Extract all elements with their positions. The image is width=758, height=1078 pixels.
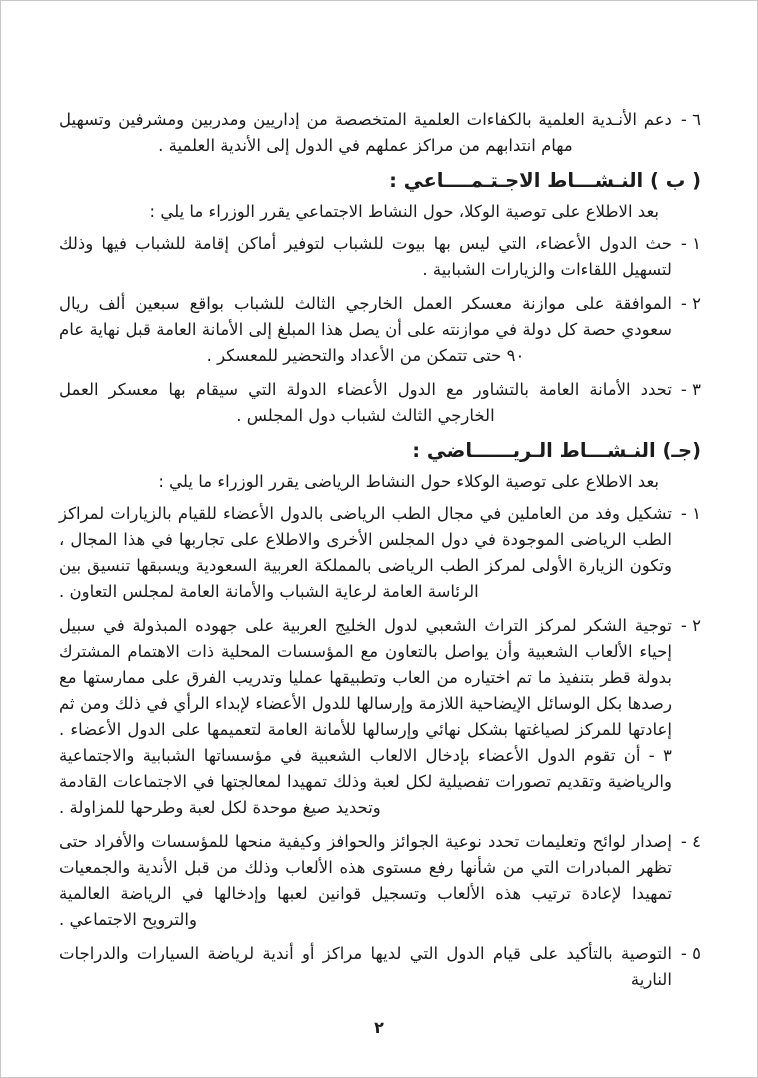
list-item xyxy=(59,291,701,369)
list-item xyxy=(59,501,701,605)
item-number: ٢ - xyxy=(680,294,701,313)
item-number: ٢ - xyxy=(680,616,701,635)
item-number: ٣ - xyxy=(680,380,701,399)
section-intro-sport: بعد الاطلاع على توصية الوكلاء حول النشاط الرياضى يقرر الوزراء ما يلي : xyxy=(158,472,659,491)
list-item xyxy=(59,829,701,933)
list-item xyxy=(59,613,701,821)
item-text: توجية الشكر لمركز التراث الشعبي لدول الخليج العربية على جهوده المبذولة في سبيل إحياء الألعاب الشعبية وأن يواصل بالتعاون مع المؤسسات المحلية ذات الاهتمام المشترك بدولة قطر بتنفيذ ما تم اختياره من العاب وتطبيقها عمليا وتدريب الفرق على ممارستها مع رصدها بكل الوسائل الإيضاحية اللازمة وإرسالها للدول الأعضاء لإبداء الرأي في ذلك ومن ثم إعادتها للمركز لصياغتها بشكل نهائي وإرسالها للأمانة العامة لتعميمها على الدول الأعضاء . ٣ - أن تقوم الدول الأعضاء بإدخال الالعاب الشعبية في مؤسساتها الشبابية والاجتماعية والرياضية وتقديم تصورات تفصيلية لكل لعبة وذلك تمهيدا لمعالجتها في الاجتماعات القادمة وتحديد صيغ موحدة لكل لعبة وطرحها للمزاولة . xyxy=(59,616,672,817)
page-number: ٢ xyxy=(374,1018,384,1037)
section-intro-social: بعد الاطلاع على توصية الوكلا، حول النشاط الاجتماعي يقرر الوزراء ما يلي : xyxy=(149,202,659,221)
list-item xyxy=(59,377,701,429)
list-item xyxy=(59,231,701,283)
item-text: حث الدول الأعضاء، التي ليس بها بيوت للشباب لتوفير أماكن إقامة للشباب فيها وذلك لتسهيل اللقاءات والزيارات الشبابية . xyxy=(59,234,672,279)
item-text: دعم الأنـدية العلمية بالكفاءات العلمية المتخصصة من إداريين ومدربين ومشرفين وتسهيل مهام انتدابهم من مراكز عملهم في الدول إلى الأندية العلمية . xyxy=(59,110,672,155)
item-number: ٤ - xyxy=(680,832,701,851)
list-item xyxy=(59,941,701,993)
item-text: إصدار لوائح وتعليمات تحدد نوعية الجوائز والحوافز وكيفية منحها للمؤسسات والأفراد حتى تظهر المبادرات التي من شأنها رفع مستوى هذه الألعاب وذلك من قبل الأندية والجمعيات تمهيدا لإعادة ترتيب هذه الألعاب وتسجيل قوانين لعبها وإدخالها في الرياضة العالمية والترويح الاجتماعي . xyxy=(59,832,672,929)
item-text: تشكيل وفد من العاملين في مجال الطب الرياضى بالدول الأعضاء للقيام بالزيارات لمراكز الطب الرياضى الموجودة في دول المجلس الأخرى والاطلاع على تجاربها في هذا المجال ، وتكون الزيارة الأولى لمركز الطب الرياضى بالمملكة العربية السعودية ويسبقها تنسيق بين الرئاسة العامة لرعاية الشباب والأمانة العامة لمجلس التعاون . xyxy=(59,504,672,601)
section-heading-sport: (جـ) النـشـــاط الـريــــــاضي : xyxy=(412,439,701,462)
item-number: ١ - xyxy=(680,504,701,523)
item-number: ١ - xyxy=(680,234,701,253)
item-text: تحدد الأمانة العامة بالتشاور مع الدول الأعضاء الدولة التي سيقام بها معسكر العمل الخارجي الثالث لشباب دول المجلس . xyxy=(59,380,672,425)
item-number: ٥ - xyxy=(680,944,701,963)
item-text: التوصية بالتأكيد على قيام الدول التي لديها مراكز أو أندية لرياضة السيارات والدراجات النارية xyxy=(59,944,672,989)
section-heading-social: ( ب ) النـشـــاط الاجـتـمــــاعي : xyxy=(389,169,701,192)
item-number: ٦ - xyxy=(680,110,701,129)
item-text: الموافقة على موازنة معسكر العمل الخارجي الثالث للشباب بواقع سبعين ألف ريال سعودي حصة كل دولة في موازنته على أن يصل هذا المبلغ إلى الأمانة العامة قبل نهاية عام ٩٠ حتى تتمكن من الأعداد والتحضير للمعسكر . xyxy=(59,294,672,365)
list-item-6 xyxy=(59,107,701,159)
